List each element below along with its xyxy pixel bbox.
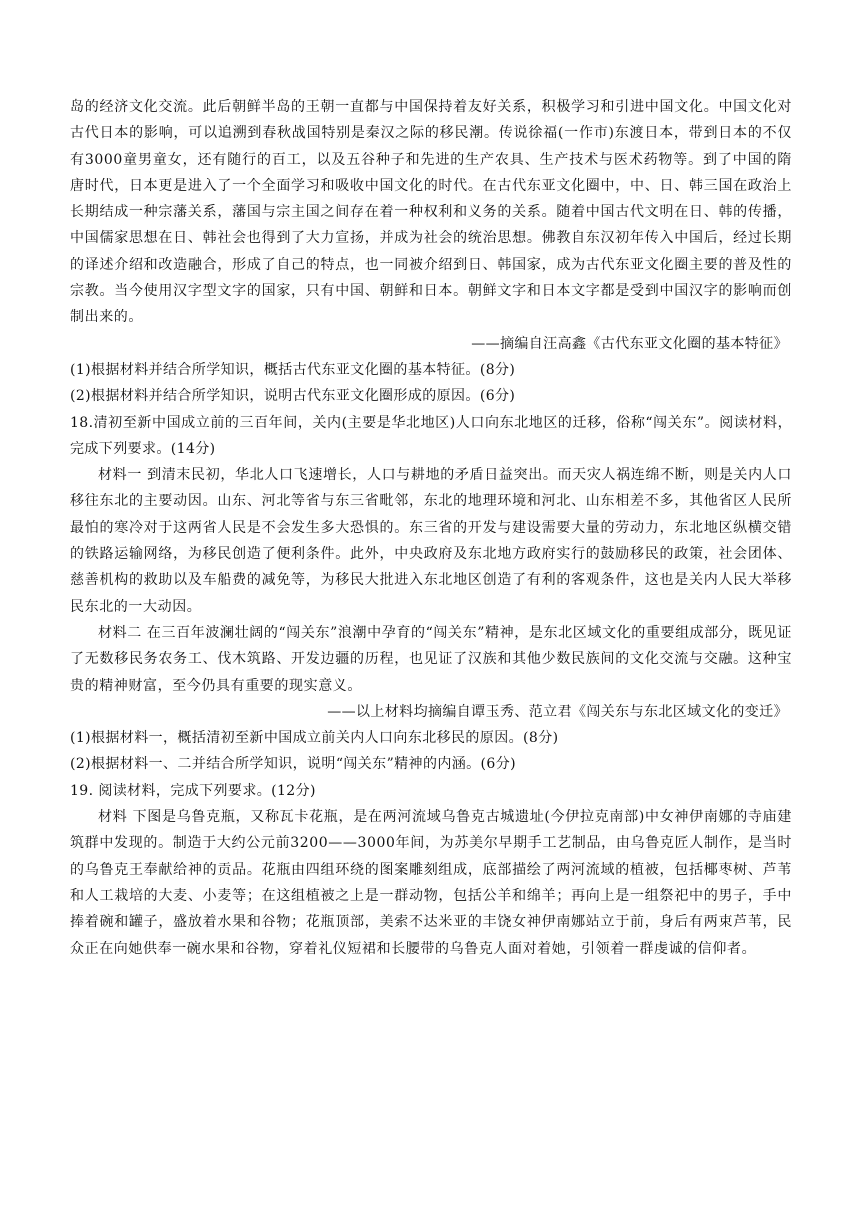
question-18-1: (1)根据材料一，概括清初至新中国成立前关内人口向东北移民的原因。(8分) [70,730,559,747]
exam-page [70,94,792,962]
question-17-1: (1)根据材料并结合所学知识，概括古代东亚文化圈的基本特征。(8分) [70,361,516,378]
question-19-stem: 19. 阅读材料，完成下列要求。(12分) [70,782,316,799]
material-19: 材料 下图是乌鲁克瓶，又称瓦卡花瓶，是在两河流域乌鲁克古城遗址(今伊拉克南部)中女神伊南娜的寺庙建筑群中发现的。制造于大约公元前3200——3000年间，为苏美尔早期手工艺制品，由乌鲁克匠人制作，是当时的乌鲁克王奉献给神的贡品。花瓶由四组环绕的图案雕刻组成，底部描绘了两河流域的植被，包括椰枣树、芦苇和人工栽培的大麦、小麦等；在这组植被之上是一群动物，包括公羊和绵羊；再向上是一组祭祀中的男子，手中捧着碗和罐子，盛放着水果和谷物；花瓶顶部，美索不达米亚的丰饶女神伊南娜站立于前，身后有两束芦苇，民众正在向她供奉一碗水果和谷物，穿着礼仪短裙和长腰带的乌鲁克人面对着她，引领着一群虔诚的信仰者。 [70,809,792,957]
source-citation: ——摘编自汪高鑫《古代东亚文化圈的基本特征》 [471,335,788,352]
source-citation: ——以上材料均摘编自谭玉秀、范立君《闯关东与东北区域文化的变迁》 [327,703,788,720]
material-18-1: 材料一 到清末民初，华北人口飞速增长，人口与耕地的矛盾日益突出。而天灾人祸连绵不断，则是关内人口移往东北的主要动因。山东、河北等省与东三省毗邻，东北的地理环境和河北、山东相差不多，其他省区人民所最怕的寒冷对于这两省人民是不会发生多大恐惧的。东三省的开发与建设需要大量的劳动力，东北地区纵横交错的铁路运输网络，为移民创造了便利条件。此外，中央政府及东北地方政府实行的鼓励移民的政策，社会团体、慈善机构的救助以及车船费的减免等，为移民大批进入东北地区创造了有利的客观条件，这也是关内人民大举移民东北的一大动因。 [70,467,792,615]
material-18-2: 材料二 在三百年波澜壮阔的“闯关东”浪潮中孕育的“闯关东”精神，是东北区域文化的重要组成部分，既见证了无数移民务农务工、伐木筑路、开发边疆的历程，也见证了汉族和其他少数民族间的文化交流与交融。这种宝贵的精神财富，至今仍具有重要的现实意义。 [70,624,792,694]
question-17-2: (2)根据材料并结合所学知识，说明古代东亚文化圈形成的原因。(6分) [70,388,516,405]
question-18-stem: 18.清初至新中国成立前的三百年间，关内(主要是华北地区)人口向东北地区的迁移，俗称“闯关东”。阅读材料，完成下列要求。(14分) [70,414,792,457]
material-text-east-asia: 岛的经济文化交流。此后朝鲜半岛的王朝一直都与中国保持着友好关系，积极学习和引进中国文化。中国文化对古代日本的影响，可以追溯到春秋战国特别是秦汉之际的移民潮。传说徐福(一作市)东渡日本，带到日本的不仅有3000童男童女，还有随行的百工，以及五谷种子和先进的生产农具、生产技术与医术药物等。到了中国的隋唐时代，日本更是进入了一个全面学习和吸收中国文化的时代。在古代东亚文化圈中，中、日、韩三国在政治上长期结成一种宗藩关系，藩国与宗主国之间存在着一种权利和义务的关系。随着中国古代文明在日、韩的传播，中国儒家思想在日、韩社会也得到了大力宣扬，并成为社会的统治思想。佛教自东汉初年传入中国后，经过长期的译述介绍和改造融合，形成了自己的特点，也一同被介绍到日、韩国家，成为古代东亚文化圈主要的普及性的宗教。当今使用汉字型文字的国家，只有中国、朝鲜和日本。朝鲜文字和日本文字都是受到中国汉字的影响而创制出来的。 [70,99,792,326]
question-18-2: (2)根据材料一、二并结合所学知识，说明“闯关东”精神的内涵。(6分) [70,756,516,773]
